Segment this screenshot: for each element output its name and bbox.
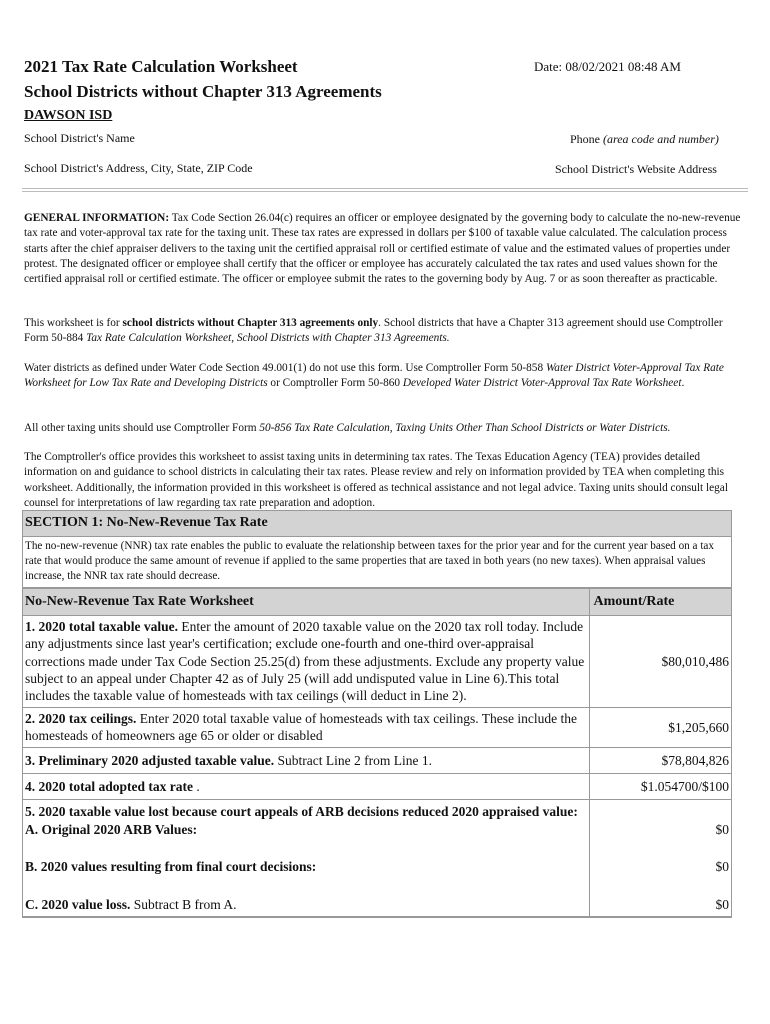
line-3-label: 3. Preliminary 2020 adjusted taxable value.	[25, 752, 275, 768]
line-3-description	[23, 747, 589, 773]
other-units-form-name: 50-856 Tax Rate Calculation, Taxing Units Other Than School Districts or Water Districts.	[259, 422, 671, 434]
water-form-name-2: Developed Water District Voter-Approval Tax Rate Worksheet	[402, 377, 682, 390]
line-5a-description	[23, 800, 589, 840]
water-form-name-1: Water District Voter-Approval Tax Rate Worksheet for Low Tax Rate and Developing Districts	[24, 362, 724, 390]
worksheet-scope-bold: school districts without Chapter 313 agreements only	[122, 317, 379, 329]
line-2-amount: $1,205,660	[589, 707, 731, 747]
line-5a-label: A. Original 2020 ARB Values:	[25, 821, 198, 837]
worksheet-scope-text-1: This worksheet is for	[24, 317, 123, 329]
table-row	[23, 747, 731, 773]
comptroller-paragraph: The Comptroller's office provides this worksheet to assist taxing units in determining tax rates. The Texas Education Agency (TEA) provides detailed information on and guidance to school districts in calculating their tax rates. Please review and rely on information provided by TEA when completing this worksheet. Additionally, the information provided in this worksheet is offered as technical assistance and not legal advice. Taxing units should consult legal counsel for interpretations of law regarding tax rate preparation and adoption.	[24, 451, 728, 509]
line-1-label: 1. 2020 total taxable value.	[25, 618, 178, 634]
line-3-text: Subtract Line 2 from Line 1.	[274, 752, 432, 768]
line-5a-amount: $0	[589, 800, 731, 840]
worksheet-scope-text-2: . School districts that have a Chapter 313 agreement should use Comptroller Form 50-884	[24, 317, 723, 345]
section-1	[22, 510, 732, 918]
district-name-label: School District's Name	[24, 131, 135, 145]
section-1-title: SECTION 1: No-New-Revenue Tax Rate	[23, 511, 731, 537]
line-2-label: 2. 2020 tax ceilings.	[25, 710, 137, 726]
water-text-3: .	[681, 377, 685, 390]
line-1-amount: $80,010,486	[589, 615, 731, 707]
phone-label-hint: (area code and number)	[603, 132, 719, 146]
section-1-description: The no-new-revenue (NNR) tax rate enables the public to evaluate the relationship between taxes for the prior year and for the current year based on a tax rate that would produce the same amount of revenue if applied to the same properties that are taxed in both years (no new taxes). When appraisal values increase, the NNR tax rate should decrease.	[23, 537, 731, 588]
district-address-label: School District's Address, City, State, ZIP Code	[24, 161, 253, 175]
general-information-lead: GENERAL INFORMATION:	[24, 212, 170, 224]
general-information-text: Tax Code Section 26.04(c) requires an officer or employee designated by the governing body to calculate the no-new-revenue tax rate and voter-approval tax rate for the taxing unit. These tax rates are expressed in dollars per $100 of taxable value calculated. The calculation process starts after the chief appraiser delivers to the taxing unit the certified appraisal roll or certified estimate of value and the estimated values of properties under protest. The designated officer or employee shall certify that the officer or employee has accurately calculated the tax rates and used values shown for the certified appraisal roll or certified estimate. The officer or employee submit the rates to the governing body by Aug. 7 or as soon thereafter as practicable.	[24, 212, 741, 286]
district-name: DAWSON ISD	[24, 108, 113, 123]
line-5-title: 5. 2020 taxable value lost because court appeals of ARB decisions reduced 2020 appraised value:	[25, 804, 578, 820]
worksheet-date: Date: 08/02/2021 08:48 AM	[534, 59, 681, 74]
line-4-text: .	[192, 779, 200, 795]
worksheet-scope-form-name: Tax Rate Calculation Worksheet, School Districts with Chapter 313 Agreements.	[86, 332, 450, 345]
line-4-description	[23, 774, 589, 800]
other-units-text: All other taxing units should use Comptroller Form	[24, 422, 260, 434]
line-5b-description	[23, 840, 589, 877]
water-text-2: or Comptroller Form 50-860	[267, 377, 403, 390]
worksheet-title: 2021 Tax Rate Calculation Worksheet	[24, 57, 298, 76]
other-units-paragraph	[24, 421, 744, 436]
header-divider	[22, 188, 748, 192]
table-header-row	[23, 589, 731, 615]
line-4-label: 4. 2020 total adopted tax rate	[25, 779, 193, 795]
water-text-1: Water districts as defined under Water Code Section 49.001(1) do not use this form. Use Comptroller Form 50-858	[24, 362, 546, 374]
phone-label-prefix: Phone	[570, 132, 603, 146]
table-row	[23, 878, 731, 917]
district-website-label: School District's Website Address	[555, 162, 717, 176]
phone-label	[570, 132, 719, 147]
line-1-description	[23, 615, 589, 707]
table-row	[23, 800, 731, 840]
line-5c-text: Subtract B from A.	[130, 896, 237, 912]
nnr-worksheet-table	[23, 588, 731, 917]
line-5b-amount: $0	[589, 840, 731, 877]
table-row	[23, 840, 731, 877]
worksheet-column-header: No-New-Revenue Tax Rate Worksheet	[23, 589, 589, 615]
amount-column-header: Amount/Rate	[589, 589, 731, 615]
water-districts-paragraph	[24, 361, 744, 392]
line-2-description	[23, 707, 589, 747]
line-3-amount: $78,804,826	[589, 747, 731, 773]
worksheet-subtitle: School Districts without Chapter 313 Agreements	[24, 82, 382, 101]
line-5c-description	[23, 878, 589, 917]
line-1-text: Enter the amount of 2020 taxable value on the 2020 tax roll today. Include any adjustments since last year's certification; exclude one-fourth and one-third over-appraisal corrections made under Tax Code Section 25.25(d) from these adjustments. Exclude any property value subject to an appeal under Chapter 42 as of July 25 (will add undisputed value in Line 6).This total includes the taxable value of homesteads with tax ceilings (will deduct in Line 2).	[25, 618, 585, 704]
line-5b-label: B. 2020 values resulting from final court decisions:	[25, 859, 317, 875]
table-row	[23, 774, 731, 800]
general-information-paragraph	[24, 211, 744, 287]
table-row	[23, 615, 731, 707]
line-5c-amount: $0	[589, 878, 731, 917]
line-5c-label: C. 2020 value loss.	[25, 896, 131, 912]
table-row	[23, 707, 731, 747]
worksheet-scope-paragraph	[24, 316, 744, 347]
line-4-amount: $1.054700/$100	[589, 774, 731, 800]
line-2-text: Enter 2020 total taxable value of homesteads with tax ceilings. These include the homesteads of homeowners age 65 or older or disabled	[25, 710, 577, 744]
